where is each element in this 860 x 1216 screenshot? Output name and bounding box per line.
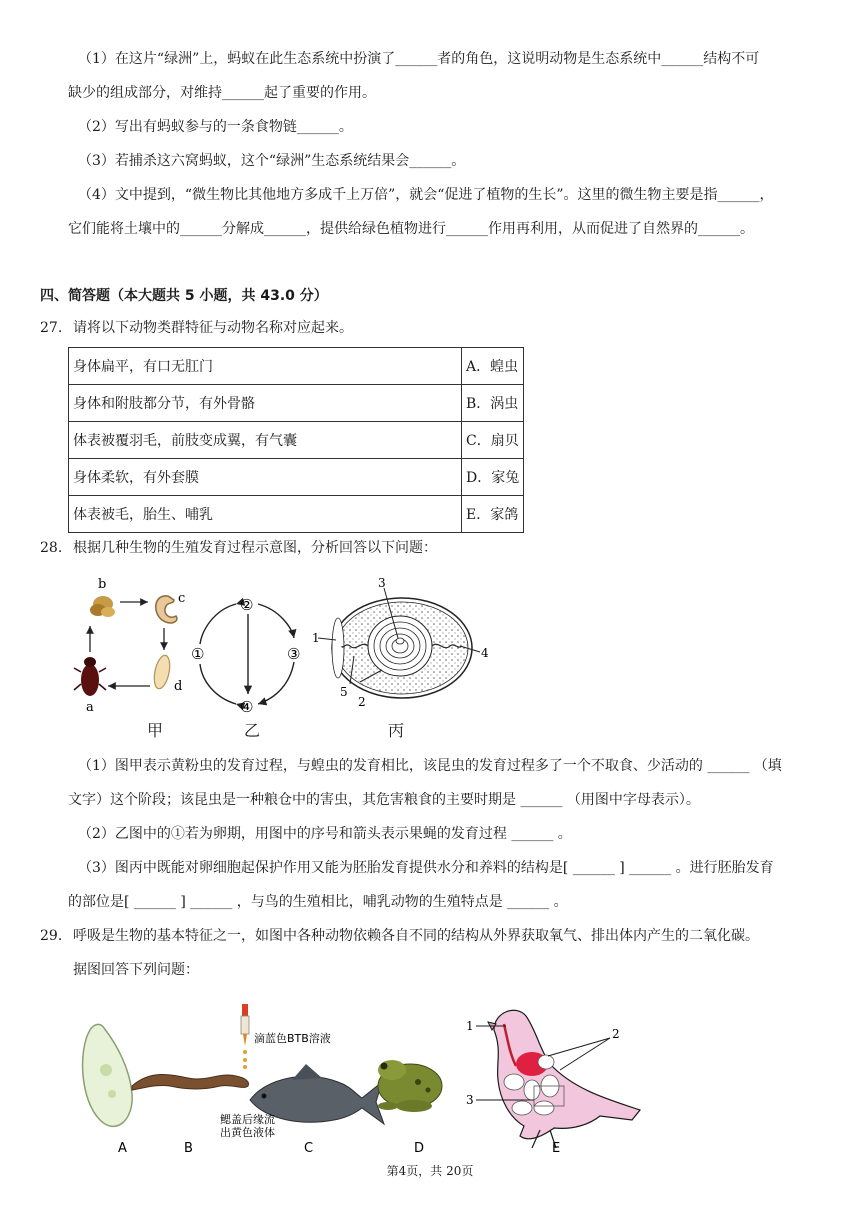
gill-label-line1: 鳃盖后缘流 — [220, 1113, 275, 1126]
larva-illustration — [156, 596, 177, 623]
egg-label-2: 2 — [358, 695, 366, 709]
bird-label-2: 2 — [612, 1027, 620, 1041]
air-cell — [332, 618, 344, 678]
feature-cell: 体表被覆羽毛，前肢变成翼，有气囊 — [69, 422, 462, 459]
q27-number: 27. — [40, 320, 63, 336]
figure-jia-caption: 甲 — [147, 721, 164, 740]
q26-part4-line2: 它们能将土壤中的______分解成______，提供给绿色植物进行______作用再利用，从而促进了自然界的______。 — [68, 221, 754, 237]
q28-part3-line1: （3）图丙中既能对卵细胞起保护作用又能为胚胎发育提供水分和养料的结构是[ ______ ] ______ 。进行胚胎发育 — [78, 860, 774, 876]
q28-number: 28. — [40, 540, 63, 556]
egg-label-4: 4 — [481, 646, 489, 660]
page-footer: 第4页，共 20页 — [386, 1164, 474, 1178]
q28-stem: 根据几种生物的生殖发育过程示意图，分析回答以下问题： — [73, 540, 437, 556]
pupa-illustration — [90, 596, 115, 617]
q28-part1-line1: （1）图甲表示黄粉虫的发育过程，与蝗虫的发育相比，该昆虫的发育过程多了一个不取食、少活动的 ______ （填 — [78, 758, 782, 774]
label-c: c — [178, 591, 186, 606]
q26-part3: （3）若捕杀这六窝蚂蚁，这个“绿洲”生态系统结果会______。 — [78, 153, 466, 169]
gill-label-line2: 出黄色液体 — [220, 1126, 275, 1139]
stage-3: ③ — [287, 645, 301, 663]
paramecium-illustration — [83, 1024, 133, 1126]
q26-part2: （2）写出有蚂蚁参与的一条食物链______。 — [78, 119, 353, 135]
label-a: a — [86, 700, 94, 715]
bird-label-1: 1 — [466, 1019, 474, 1033]
q26-part1-line2: 缺少的组成部分，对维持______起了重要的作用。 — [68, 85, 376, 101]
q27-stem: 请将以下动物类群特征与动物名称对应起来。 — [73, 320, 353, 336]
figure-yi — [188, 594, 308, 716]
q26-part1-line1: （1）在这片“绿洲”上，蚂蚁在此生态系统中扮演了______者的角色，这说明动物是生态系统中______结构不可 — [78, 51, 760, 67]
animal-cell: D．家兔 — [462, 459, 524, 496]
figure-bing — [312, 574, 492, 714]
table-row — [69, 496, 524, 533]
bird-label-3: 3 — [466, 1093, 474, 1107]
q29-stem-line2: 据图回答下列问题： — [73, 962, 199, 978]
section-heading: 四、简答题（本大题共 5 小题，共 43.0 分） — [40, 288, 328, 304]
figure-respiration — [70, 990, 670, 1160]
letter-e: E — [552, 1141, 561, 1156]
label-d: d — [174, 679, 183, 694]
q28-part2: （2）乙图中的①若为卵期，用图中的序号和箭头表示果蝇的发育过程 ______ 。 — [78, 826, 572, 842]
dropper-icon — [241, 1004, 249, 1069]
figure-yi-caption: 乙 — [244, 721, 261, 740]
q28-part1-line2: 文字）这个阶段；该昆虫是一种粮仓中的害虫，其危害粮食的主要时期是 ______ （用图中字母表示）。 — [68, 792, 700, 808]
stage-2: ② — [240, 596, 254, 614]
q28-part3-line2: 的部位是[ ______ ] ______ ，与鸟的生殖相比，哺乳动物的生殖特点是 ______ 。 — [68, 894, 568, 910]
animal-cell: C．扇贝 — [462, 422, 524, 459]
animal-cell: B．涡虫 — [462, 385, 524, 422]
animal-cell: E．家鸽 — [462, 496, 524, 533]
label-b: b — [98, 577, 107, 592]
feature-cell: 身体和附肢都分节，有外骨骼 — [69, 385, 462, 422]
figure-jia — [70, 572, 200, 715]
yolk — [368, 616, 432, 676]
feature-cell: 身体柔软，有外套膜 — [69, 459, 462, 496]
table-row — [69, 459, 524, 496]
frog-illustration — [378, 1060, 442, 1112]
table-row — [69, 385, 524, 422]
beetle-illustration — [74, 657, 106, 696]
stage-4: ④ — [240, 698, 254, 716]
egg-label-5: 5 — [340, 685, 348, 699]
q29-stem-line1: 呼吸是生物的基本特征之一，如图中各种动物依赖各自不同的结构从外界获取氧气、排出体内产生的二氧化碳。 — [73, 928, 759, 944]
table-row — [69, 422, 524, 459]
letter-d: D — [414, 1141, 425, 1156]
q29-number: 29. — [40, 928, 63, 944]
egg-label-1: 1 — [312, 631, 320, 645]
letter-b: B — [184, 1141, 193, 1156]
egg-illustration — [152, 654, 173, 690]
matching-table — [68, 347, 524, 533]
feature-cell: 体表被毛，胎生、哺乳 — [69, 496, 462, 533]
egg-label-3: 3 — [378, 576, 386, 590]
earthworm-illustration — [132, 1074, 249, 1090]
table-row — [69, 348, 524, 385]
letter-a: A — [118, 1141, 127, 1156]
letter-c: C — [304, 1141, 314, 1156]
animal-cell: A．蝗虫 — [462, 348, 524, 385]
feature-cell: 身体扁平，有口无肛门 — [69, 348, 462, 385]
q26-part4-line1: （4）文中提到，“微生物比其他地方多成千上万倍”，就会“促进了植物的生长”。这里的微生物主要是指______， — [78, 187, 774, 203]
dropper-label: 滴蓝色BTB溶液 — [254, 1032, 331, 1045]
stage-1: ① — [191, 645, 205, 663]
figure-bing-caption: 丙 — [388, 721, 405, 740]
